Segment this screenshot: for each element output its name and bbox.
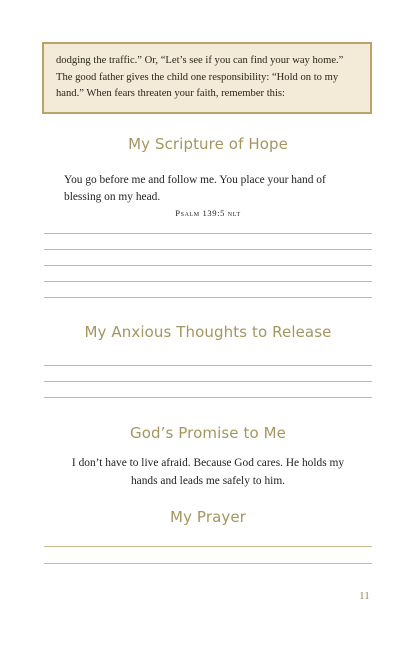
scripture-writing-line[interactable] (44, 297, 372, 298)
anxious-writing-line[interactable] (44, 381, 372, 382)
scripture-writing-line[interactable] (44, 249, 372, 250)
scripture-verse: You go before me and follow me. You place your hand of blessing on my head. (64, 174, 326, 204)
scripture-heading: My Scripture of Hope (128, 135, 288, 153)
prayer-heading: My Prayer (170, 508, 246, 526)
callout-text: dodging the traffic.” Or, “Let’s see if you can find your way home.” The good father gives the child one responsibility: “Hold on to my hand.” When fears threaten your faith, remember this: (56, 55, 344, 100)
scripture-citation: Psalm 139:5 nlt (175, 208, 241, 218)
scripture-writing-line[interactable] (44, 233, 372, 234)
anxious-writing-line[interactable] (44, 365, 372, 366)
scripture-writing-line[interactable] (44, 265, 372, 266)
page-number: 11 (359, 591, 370, 602)
scripture-writing-line[interactable] (44, 281, 372, 282)
anxious-writing-line[interactable] (44, 397, 372, 398)
prayer-writing-line[interactable] (44, 563, 372, 564)
intro-callout-box (42, 42, 372, 114)
promise-text: I don’t have to live afraid. Because God cares. He holds my hands and leads me safely to him. (71, 457, 345, 488)
anxious-thoughts-heading: My Anxious Thoughts to Release (84, 323, 332, 341)
prayer-writing-line[interactable] (44, 546, 372, 547)
promise-heading: God’s Promise to Me (130, 424, 286, 442)
